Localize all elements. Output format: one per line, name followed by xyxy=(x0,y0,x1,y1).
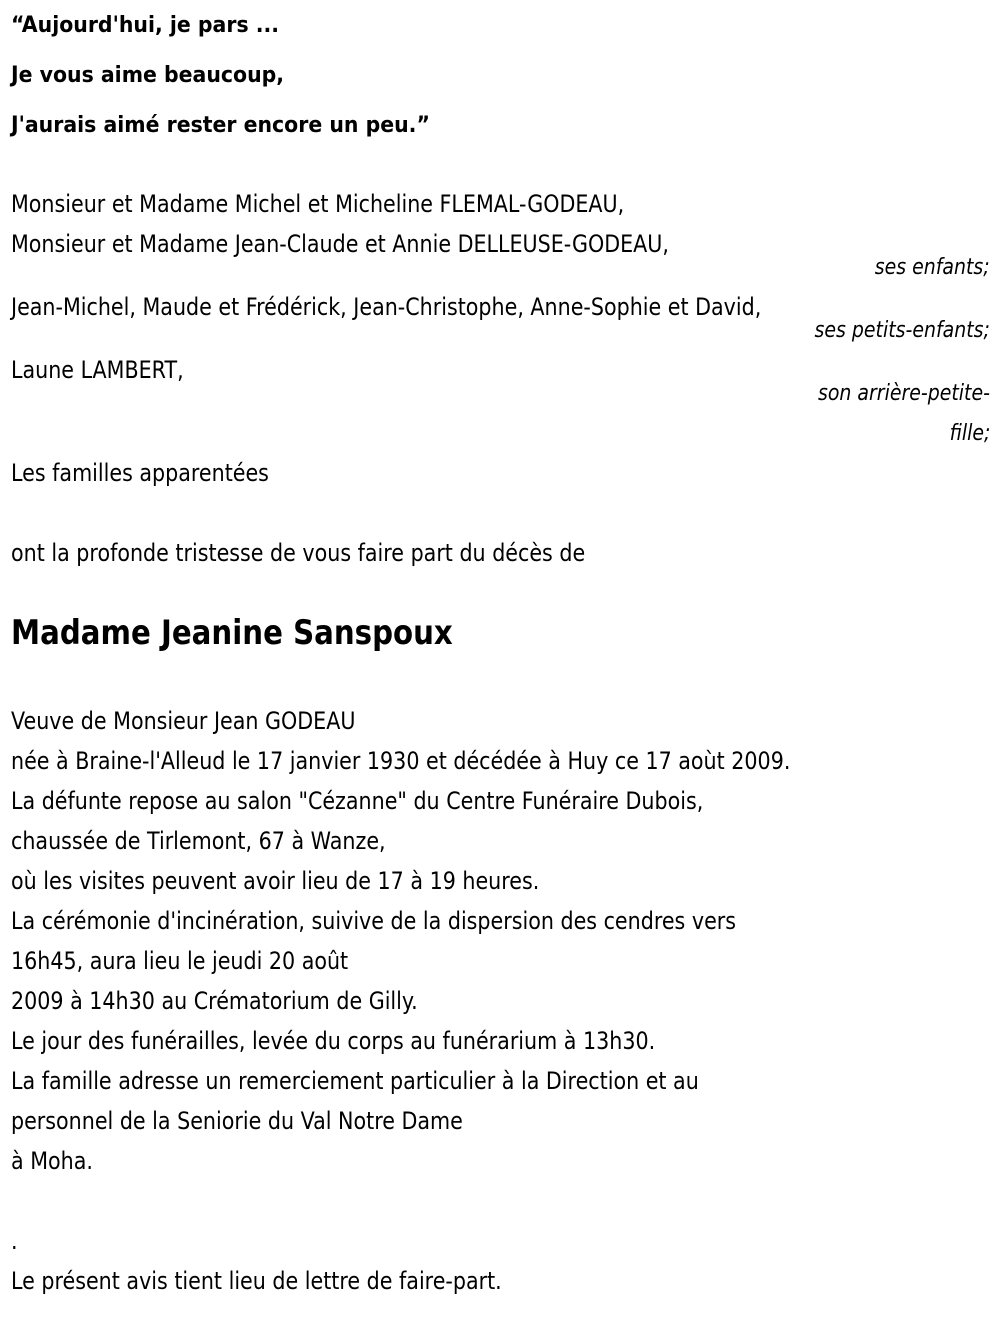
children-line-1: Monsieur et Madame Michel et Micheline FLEMAL-GODEAU, xyxy=(11,190,625,218)
children-line-2: Monsieur et Madame Jean-Claude et Annie DELLEUSE-GODEAU, xyxy=(11,230,669,258)
detail-line: La cérémonie d'incinération, suivive de la dispersion des cendres vers xyxy=(11,907,737,935)
children-role: ses enfants; xyxy=(875,255,990,280)
detail-line: 2009 à 14h30 au Crématorium de Gilly. xyxy=(11,987,418,1015)
great-grandchild-line: Laune LAMBERT, xyxy=(11,356,184,384)
detail-line: née à Braine-l'Alleud le 17 janvier 1930 et décédée à Huy ce 17 aoùt 2009. xyxy=(11,747,791,775)
detail-line: personnel de la Seniorie du Val Notre Dame xyxy=(11,1107,463,1135)
announcement: ont la profonde tristesse de vous faire part du décès de xyxy=(11,539,586,567)
detail-line: La défunte repose au salon "Cézanne" du Centre Funéraire Dubois, xyxy=(11,787,704,815)
footer-note: Le présent avis tient lieu de lettre de faire-part. xyxy=(11,1267,502,1295)
deceased-name: Madame Jeanine Sanspoux xyxy=(11,613,453,653)
separator-dot: . xyxy=(11,1227,18,1255)
great-grandchild-role-1: son arrière-petite- xyxy=(818,381,990,406)
detail-line: 16h45, aura lieu le jeudi 20 août xyxy=(11,947,349,975)
detail-line: chaussée de Tirlemont, 67 à Wanze, xyxy=(11,827,386,855)
detail-line: à Moha. xyxy=(11,1147,93,1175)
detail-line: Le jour des funérailles, levée du corps au funérarium à 13h30. xyxy=(11,1027,656,1055)
detail-line: où les visites peuvent avoir lieu de 17 à 19 heures. xyxy=(11,867,540,895)
poem-line-1: “Aujourd'hui, je pars ... xyxy=(11,13,280,38)
poem-line-3: J'aurais aimé rester encore un peu.” xyxy=(11,113,430,138)
grandchildren-line: Jean-Michel, Maude et Frédérick, Jean-Christophe, Anne-Sophie et David, xyxy=(11,293,762,321)
great-grandchild-role-2: fille; xyxy=(949,421,990,446)
detail-line: Veuve de Monsieur Jean GODEAU xyxy=(11,707,356,735)
related-families: Les familles apparentées xyxy=(11,459,269,487)
detail-line: La famille adresse un remerciement particulier à la Direction et au xyxy=(11,1067,699,1095)
grandchildren-role: ses petits-enfants; xyxy=(814,318,990,343)
poem-line-2: Je vous aime beaucoup, xyxy=(11,63,285,88)
